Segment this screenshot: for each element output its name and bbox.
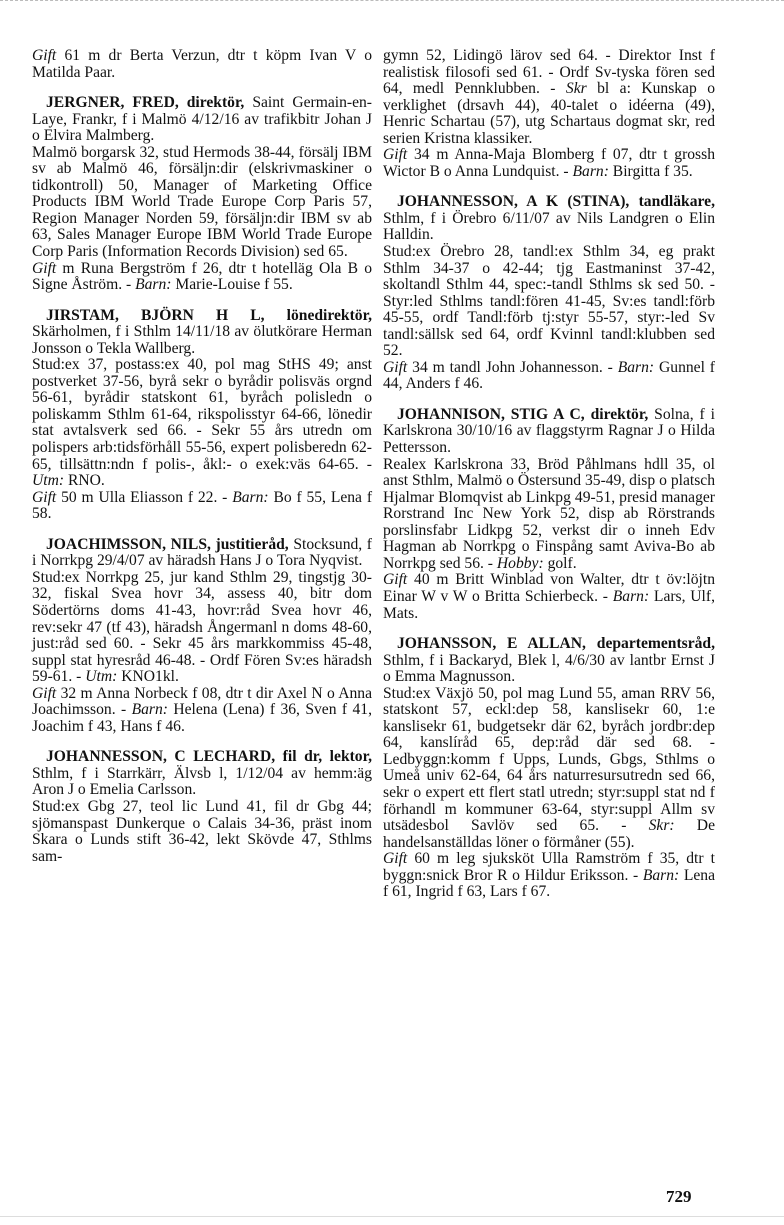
- paragraph-text: KNO1kl.: [117, 668, 179, 686]
- person-title: departementsråd,: [596, 635, 715, 653]
- paragraph-text: RNO.: [64, 472, 105, 490]
- person-title: direktör,: [186, 94, 245, 112]
- paragraph-text: golf.: [543, 554, 577, 572]
- label-italic: Utm:: [32, 472, 65, 490]
- entry-intro: Saint Germain-en-Laye, Frankr, f i Malmö 4/12/16 av trafikbitr Johan J o Elvira Malmberg.: [32, 94, 373, 145]
- label-italic: Barn:: [642, 866, 680, 884]
- label-italic: Utm:: [85, 668, 118, 686]
- paragraph-text: Bo f 55, Lena f 58.: [32, 488, 373, 523]
- paragraph-text: 34 m Anna-Maja Blomberg f 07, dtr t grossh Wictor B o Anna Lundquist. -: [383, 146, 715, 180]
- person-name: JERGNER, FRED,: [46, 94, 179, 112]
- entry-heading: [32, 537, 372, 570]
- career-paragraph: [32, 145, 372, 261]
- paragraph-text: 32 m Anna Norbeck f 08, dtr t dir Axel N o Anna Joachimsson. -: [32, 684, 372, 719]
- label-italic: Gift: [383, 358, 408, 376]
- label-italic: Barn:: [612, 587, 650, 605]
- family-paragraph: [383, 572, 715, 622]
- paragraph-text: Stud:ex Växjö 50, pol mag Lund 55, aman RRV 56, statskont 57, eckl:dep 58, kanslisekr 60, 1:e kanslisekr 61, budgetsekr där 62, byråch jordbr:dep 64, kanslíråd 65, dep:råd där sed 68. - Ledbyggn:komm f Upps, Lunds, Gbgs, Sthlms o Umeå univ 62-64, 64 års naturresursutredn sed 66, sekr o expert ett flert statl utredn; styr:suppl stat nd f förhandl m kommuner 63-64, styr:suppl Allm sv utsädesbol Savlöv sed 65. -: [383, 684, 715, 835]
- career-paragraph: [32, 570, 372, 686]
- paragraph-text: Birgitta f 35.: [608, 162, 693, 180]
- person-name: JOHANNISON, STIG A C,: [397, 405, 585, 423]
- entry-heading: [383, 636, 715, 686]
- career-paragraph: [32, 799, 372, 865]
- person-name: JIRSTAM, BJÖRN H L,: [46, 306, 265, 324]
- label-italic: Hobby:: [496, 554, 544, 572]
- entry-heading: [32, 749, 372, 799]
- person-name: JOACHIMSSON, NILS,: [46, 535, 211, 553]
- career-paragraph: [383, 686, 715, 851]
- biography-entry: [383, 636, 715, 901]
- person-title: tandläkare,: [638, 193, 715, 211]
- biography-entry: [383, 194, 715, 393]
- biography-entry: [32, 95, 372, 294]
- family-paragraph: [32, 490, 372, 523]
- career-paragraph: [383, 48, 715, 147]
- paragraph-text: Marie-Louise f 55.: [171, 276, 293, 294]
- entry-heading: [32, 95, 372, 145]
- continued-entry: [383, 48, 715, 180]
- label-italic: Gift: [383, 571, 408, 589]
- paragraph-text: De handelsanställdas löner o förmåner (55).: [383, 817, 715, 851]
- paragraph-text: Realex Karlskrona 33, Bröd Påhlmans hdll 35, ol anst Sthlm, Malmö o Östersund 35-49, disp o platsch Hjalmar Blomqvist ab Linkpg 49-51, presid manager Rorstrand Inc New York 52, disp ab Rörstrands porslinsfabr Lidkpg 52, verkst dir o inneh Edv Hagman ab Norrkpg o Finspång samt Aviva-Bo ab Norrkpg sed 56. -: [383, 455, 715, 572]
- paragraph-text: 34 m tandl John Johannesson. -: [407, 358, 618, 376]
- paragraph-text: Stud:ex Örebro 28, tandl:ex Sthlm 34, eg prakt Sthlm 34-37 o 42-44; tjg Eastmaninst 37-42, skoltandl Sthlm 44, spec:-tandl Sthlms sk sed 50. - Styr:led Sthlms tandl:fören 41-45, Sv:es tandl:förb 45-55, ordf Tandl:förb tj:styr 55-57, styr:-led Sv tandl:sällsk sed 64, ordf Kvinnl tandl:klubben sed 52.: [383, 243, 715, 360]
- label-italic: Gift: [32, 488, 57, 506]
- label-italic: Gift: [383, 850, 408, 868]
- biography-entry: [383, 407, 715, 622]
- bottom-border: [0, 1216, 784, 1217]
- entry-intro: Skärholmen, f i Sthlm 14/11/18 av ölutkörare Herman Jonsson o Tekla Wallberg.: [32, 323, 372, 357]
- entry-intro: Sthlm, f i Örebro 6/11/07 av Nils Landgren o Elin Halldin.: [383, 209, 715, 244]
- paragraph-text: 60 m leg sjuksköt Ulla Ramström f 35, dtr t byggn:snick Bror R o Hildur Eriksson. -: [383, 850, 715, 884]
- biography-entry: [32, 537, 372, 736]
- person-name: JOHANSSON, E ALLAN,: [397, 635, 586, 653]
- paragraph-text: Gunnel f 44, Anders f 46.: [383, 358, 715, 393]
- label-italic: Gift: [32, 684, 57, 702]
- person-name: JOHANNESSON, C LECHARD,: [46, 748, 276, 766]
- person-name: JOHANNESSON, A K (STINA),: [397, 193, 630, 211]
- family-paragraph: [383, 851, 715, 901]
- person-title: direktör,: [590, 405, 649, 423]
- entry-intro: Sthlm, f i Backaryd, Blek l, 4/6/30 av lantbr Ernst J o Emma Magnusson.: [383, 651, 715, 686]
- biography-entry: [32, 749, 372, 865]
- family-paragraph: [32, 261, 372, 294]
- paragraph-text: Helena (Lena) f 36, Sven f 41, Joachim f 43, Hans f 46.: [32, 701, 372, 735]
- paragraph-text: Stud:ex Gbg 27, teol lic Lund 41, fil dr Gbg 44; sjömanspast Dunkerque o Calais 34-36, präst inom Skara o Lunds stift 36-42, lekt Skövde 47, Sthlms sam-: [32, 797, 372, 865]
- paragraph-text: Stud:ex 37, postass:ex 40, pol mag StHS 49; anst postverket 37-56, byrå sekr o byrådir polisväs orgnd 56-61, byrådir statskont 61, byråch polisledn o poliskamm Sthlm 61-64, rikspolisstyr 64-66, lönedir stat avtalsverk sed 66. - Sekr 55 års utredn om polispers arb:tidsförhåll 55-56, expert polisberedn 62-65, tillsättn:ndn f polis-, åkl:- o exek:väs 64-65. -: [32, 356, 372, 473]
- right-column: [383, 48, 715, 915]
- person-title: lönedirektör,: [286, 306, 372, 324]
- label-italic: Skr: [565, 80, 587, 98]
- family-paragraph: [32, 686, 372, 736]
- entry-heading: [383, 194, 715, 244]
- label-italic: Gift: [32, 47, 57, 64]
- paragraph-text: 50 m Ulla Eliasson f 22. -: [56, 488, 233, 506]
- label-italic: Barn:: [135, 276, 172, 294]
- family-paragraph: [383, 147, 715, 180]
- biography-entry: [32, 308, 372, 523]
- career-paragraph: [32, 357, 372, 489]
- paragraph-text: 40 m Britt Winblad von Walter, dtr t öv:löjtn Einar W v W o Britta Schierbeck. -: [383, 571, 715, 605]
- label-italic: Barn:: [131, 701, 168, 719]
- label-italic: Barn:: [232, 488, 269, 506]
- label-italic: Gift: [383, 146, 408, 164]
- left-column: [32, 48, 372, 879]
- paragraph-text: Lars, Ulf, Mats.: [383, 587, 715, 622]
- page-number: 729: [666, 1187, 692, 1206]
- label-italic: Skr:: [648, 817, 675, 835]
- paragraph-text: bl a: Kunskap o verklighet (drsavh 44), 40-talet o idéerna (49), Henric Schartau (57), utg Schartaus dogmat skr, red serien Kristna klassiker.: [383, 80, 715, 147]
- paragraph-text: Lena f 61, Ingrid f 63, Lars f 67.: [383, 866, 715, 901]
- person-title: justitieråd,: [215, 535, 289, 553]
- label-italic: Gift: [32, 259, 57, 277]
- paragraph-text: Stud:ex Norrkpg 25, jur kand Sthlm 29, tingstjg 30-32, fiskal Svea hovr 34, assess 40, bitr dom Södertörns doms 41-43, hovr:råd Svea hovr 46, rev:sekr 47 (tf 43), häradsh Ångermanl n doms 48-60, just:råd sed 60. - Sekr 45 års markkommiss 45-48, suppl stat hyresråd 46-48. - Ordf Fören Sv:es häradsh 59-61. -: [32, 568, 372, 686]
- paragraph-text: gymn 52, Lidingö lärov sed 64. - Direktor Inst f realistisk filosofi sed 61. - Ordf Sv-tyska fören sed 64, medl Pennklubben. -: [383, 47, 715, 98]
- top-border: [0, 0, 784, 1]
- family-paragraph: [383, 360, 715, 393]
- paragraph-text: m Runa Bergström f 26, dtr t hotelläg Ola B o Signe Åström. -: [32, 259, 372, 294]
- continued-entry: [32, 48, 372, 81]
- entry-heading: [32, 308, 372, 358]
- entry-intro: Stocksund, f i Norrkpg 29/4/07 av häradsh Hans J o Tora Nyqvist.: [32, 535, 372, 570]
- entry-intro: Solna, f i Karlskrona 30/10/16 av flaggstyrm Ragnar J o Hilda Pettersson.: [383, 405, 715, 457]
- entry-intro: Sthlm, f i Starrkärr, Älvsb l, 1/12/04 av hemm:äg Aron J o Emelia Carlsson.: [32, 764, 372, 799]
- entry-heading: [383, 407, 715, 457]
- label-italic: Barn:: [572, 162, 609, 180]
- person-title: fil dr, lektor,: [282, 748, 372, 766]
- career-paragraph: [383, 244, 715, 360]
- paragraph-text: 61 m dr Berta Verzun, dtr t köpm Ivan V o Matilda Paar.: [32, 47, 372, 81]
- family-paragraph: [32, 48, 372, 81]
- label-italic: Barn:: [617, 358, 655, 376]
- paragraph-text: Malmö borgarsk 32, stud Hermods 38-44, försälj IBM sv ab Malmö 46, försäljn:dir (elskrivmaskiner o tidkontroll) 50, Manager of Marketing Office Products IBM World Trade Europe Corp Paris 57, Region Manager Norden 59, försäljn:dir IBM sv ab 63, Sales Manager Europe IBM World Trade Europe Corp Paris (Information Records Division) sed 65.: [32, 143, 372, 261]
- career-paragraph: [383, 457, 715, 573]
